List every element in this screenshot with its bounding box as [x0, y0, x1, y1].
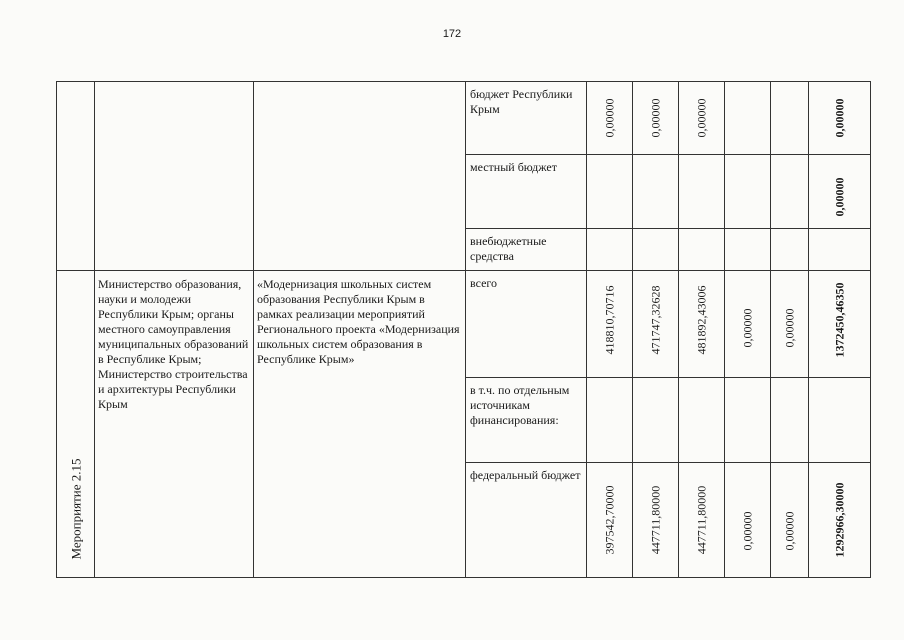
year-value: 397542,70000 — [602, 485, 616, 555]
event-label: Мероприятие 2.15 — [68, 458, 83, 560]
funding-source: федеральный бюджет — [470, 468, 581, 482]
year-value: 0,00000 — [782, 511, 796, 551]
row-total: 0,00000 — [832, 98, 846, 138]
year-value: 0,00000 — [782, 308, 796, 348]
row-total: 1292966,30000 — [832, 482, 846, 558]
year-value: 447711,80000 — [648, 485, 662, 555]
funding-source: в т.ч. по отдельным источникам финансирования: — [470, 383, 570, 427]
table-row — [57, 271, 871, 378]
page-number: 172 — [442, 28, 462, 40]
event-executor: Министерство образования, науки и молодежи Республики Крым; органы местного самоуправления муниципальных образований в Республике Крым; Министерство строительства и архитектуры Республики Крым — [98, 277, 249, 411]
row-total: 0,00000 — [832, 177, 846, 217]
funding-source: бюджет Республики Крым — [470, 87, 573, 116]
year-value: 418810,70716 — [602, 285, 616, 355]
blank-label-cell — [57, 82, 95, 271]
year-value: 447711,80000 — [694, 485, 708, 555]
year-value: 0,00000 — [648, 98, 662, 138]
year-value: 0,00000 — [740, 511, 754, 551]
year-value: 0,00000 — [694, 98, 708, 138]
year-value: 471747,32628 — [648, 285, 662, 355]
funding-source: местный бюджет — [470, 160, 557, 174]
blank-executor-cell — [95, 82, 254, 271]
row-total: 1372450,46350 — [832, 282, 846, 358]
financing-table — [56, 81, 871, 578]
event-name: «Модернизация школьных систем образования Республики Крым в рамках реализации мероприятий Регионального проекта «Модернизация школьных систем образования в Республике Крым» — [257, 277, 460, 366]
year-value: 0,00000 — [602, 98, 616, 138]
funding-source: внебюджетные средства — [470, 234, 547, 263]
year-value: 0,00000 — [740, 308, 754, 348]
blank-name-cell — [254, 82, 466, 271]
year-value: 481892,43006 — [694, 285, 708, 355]
funding-source: всего — [470, 276, 498, 290]
table-row — [57, 82, 871, 155]
